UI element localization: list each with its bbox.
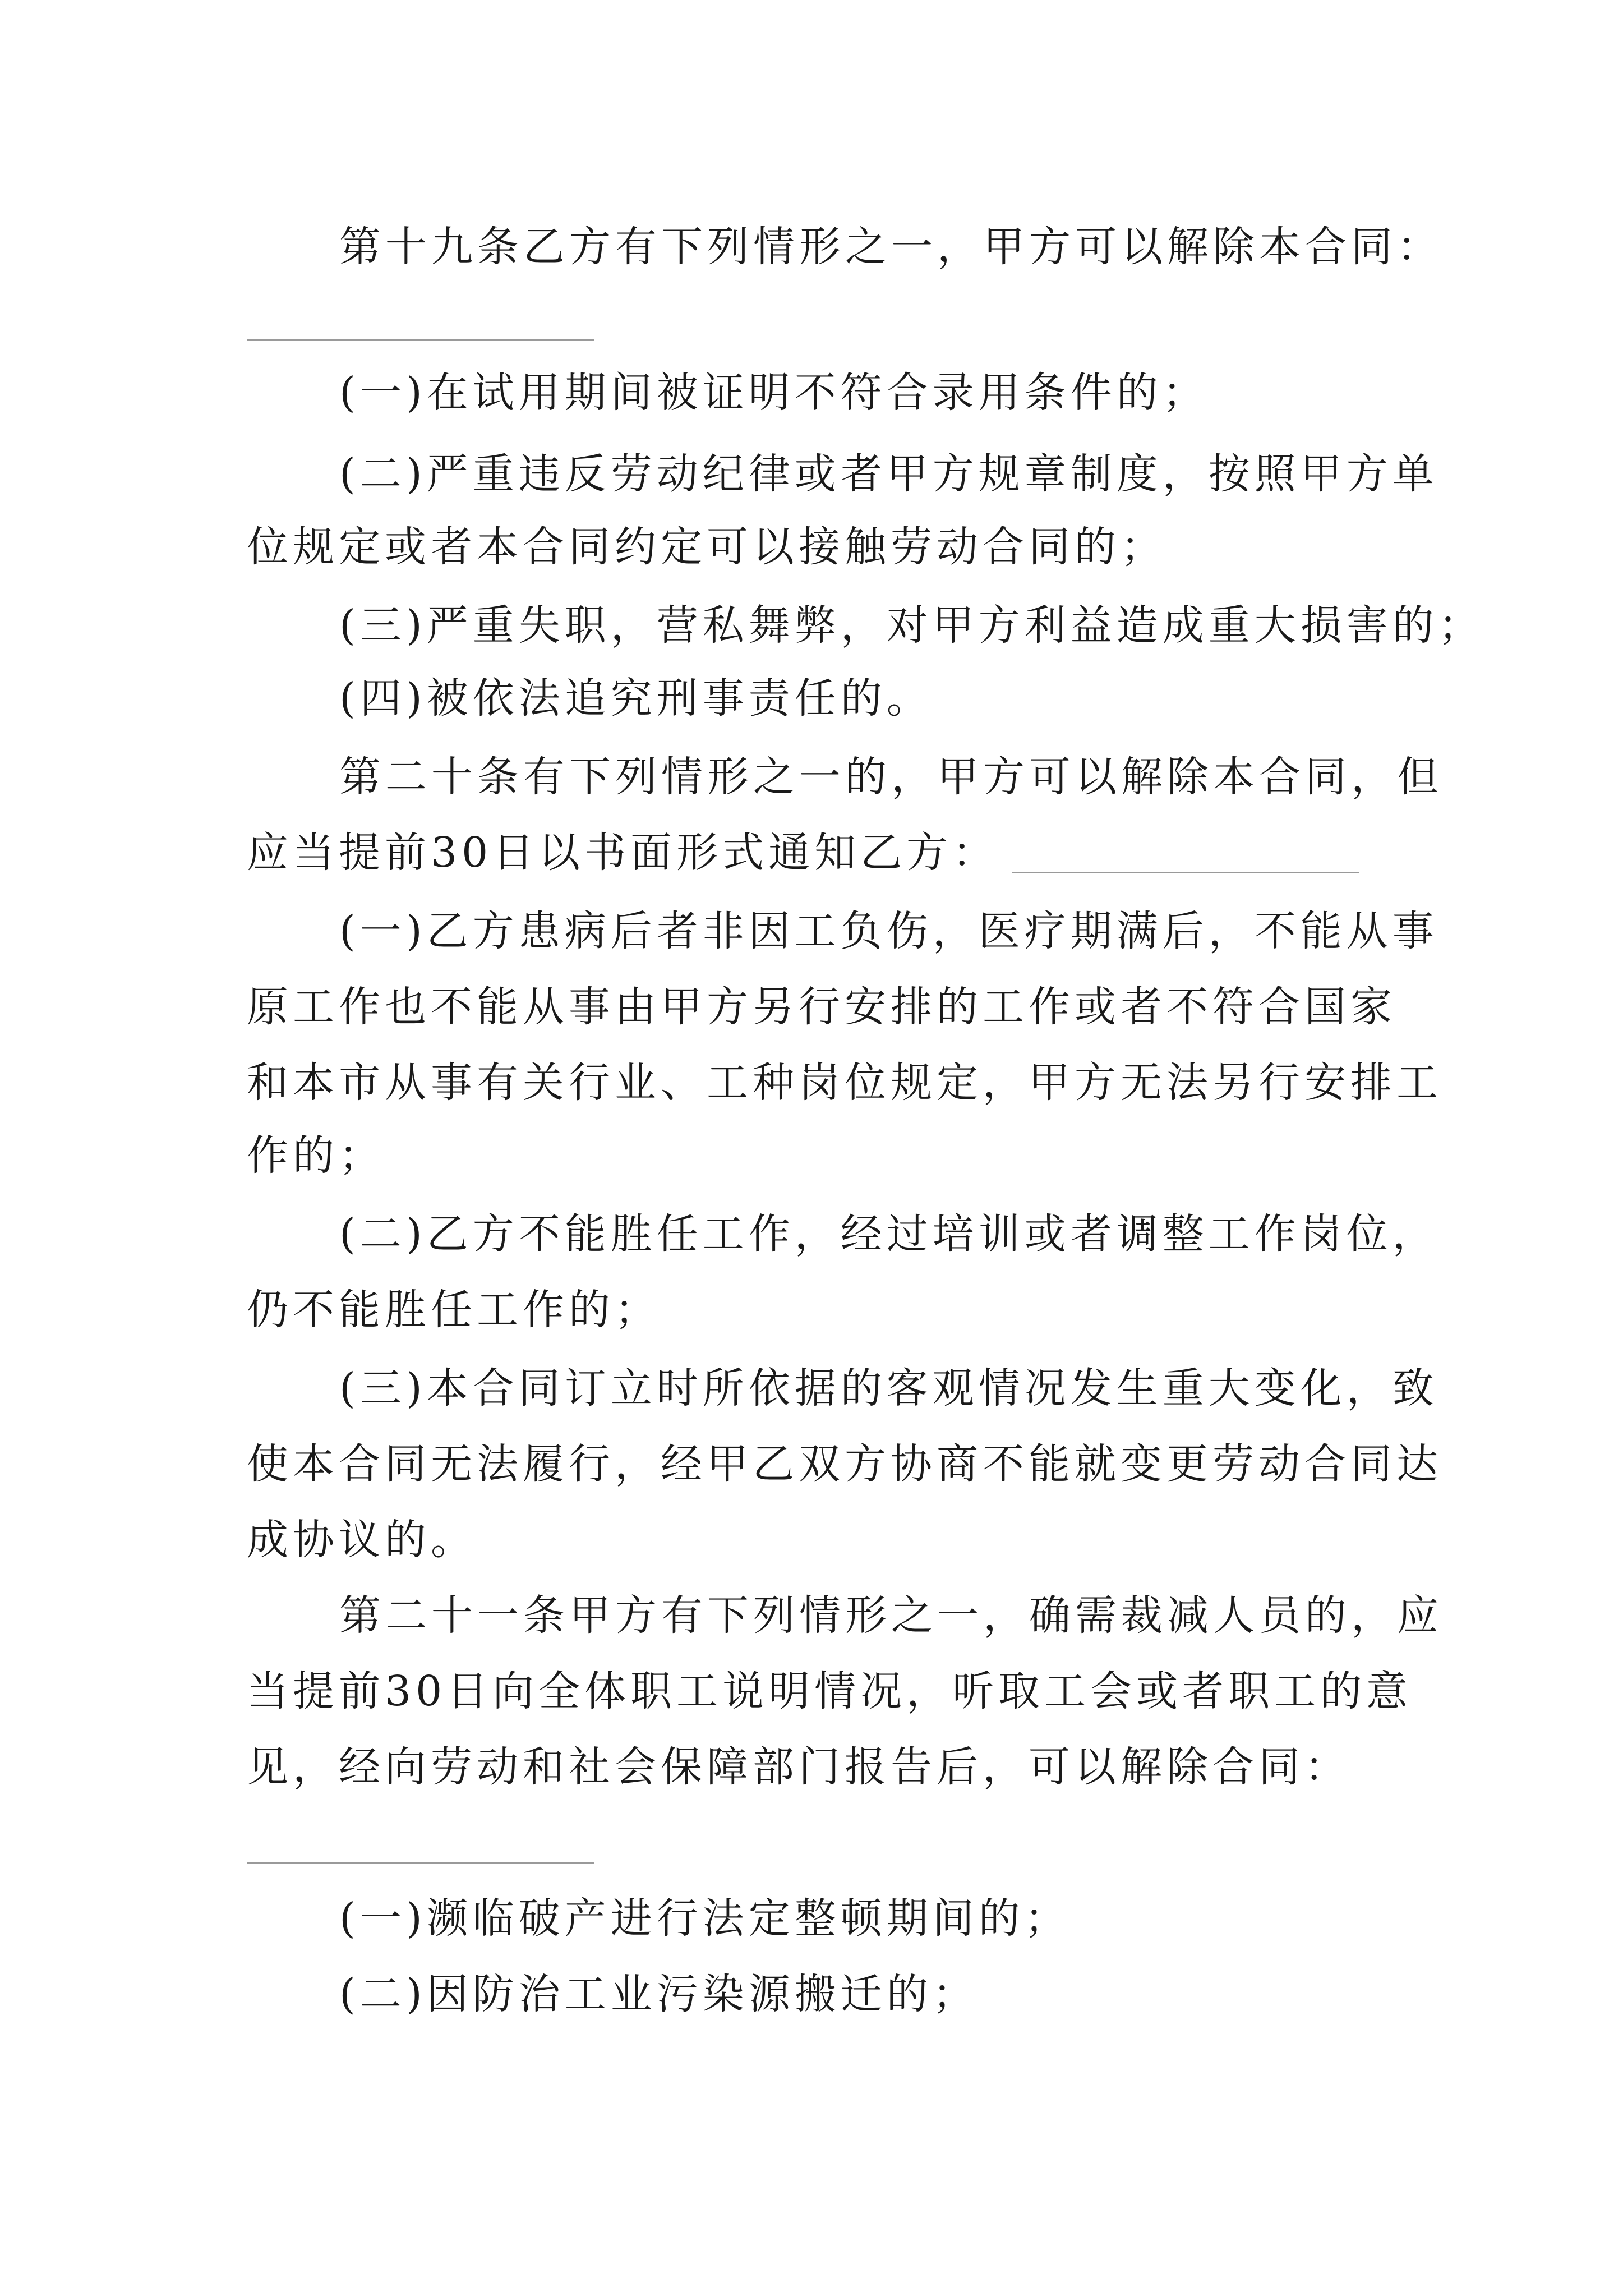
blank-underline bbox=[1012, 872, 1359, 873]
article-19-item-4: (四)被依法追究刑事责任的。 bbox=[339, 674, 933, 723]
article-21-item-2: (二)因防治工业污染源搬迁的； bbox=[339, 1970, 979, 2018]
article-21-heading-line-3: 见，经向劳动和社会保障部门报告后，可以解除合同： bbox=[247, 1743, 1350, 1791]
article-20-item-3-line-2: 使本合同无法履行，经甲乙双方协商不能就变更劳动合同达 bbox=[247, 1440, 1442, 1488]
blank-underline bbox=[247, 1862, 594, 1864]
article-20-item-1-line-1: (一)乙方患病后者非因工负伤，医疗期满后，不能从事 bbox=[339, 907, 1438, 955]
article-19-item-2-line-2: 位规定或者本合同约定可以接触劳动合同的； bbox=[247, 523, 1166, 571]
article-21-heading-line-2: 当提前30日向全体职工说明情况，听取工会或者职工的意 bbox=[247, 1667, 1413, 1715]
article-21-item-1: (一)濒临破产进行法定整顿期间的； bbox=[339, 1894, 1071, 1943]
article-19-item-2-line-1: (二)严重违反劳动纪律或者甲方规章制度，按照甲方单 bbox=[339, 450, 1438, 498]
article-19-heading: 第十九条乙方有下列情形之一，甲方可以解除本合同： bbox=[339, 223, 1443, 271]
article-20-item-3-line-1: (三)本合同订立时所依据的客观情况发生重大变化，致 bbox=[339, 1364, 1438, 1412]
article-20-heading-line-2 bbox=[247, 825, 1359, 881]
article-20-item-3-line-3: 成协议的。 bbox=[247, 1516, 477, 1564]
article-20-heading-line-1: 第二十条有下列情形之一的，甲方可以解除本合同，但 bbox=[339, 753, 1443, 801]
article-20-item-1-line-4: 作的； bbox=[247, 1131, 385, 1180]
article-19-item-1: (一)在试用期间被证明不符合录用条件的； bbox=[339, 369, 1209, 417]
article-19-item-3: (三)严重失职，营私舞弊，对甲方利益造成重大损害的； bbox=[339, 601, 1484, 650]
article-20-item-2-line-2: 仍不能胜任工作的； bbox=[247, 1286, 661, 1334]
article-20-item-1-line-3: 和本市从事有关行业、工种岗位规定，甲方无法另行安排工 bbox=[247, 1059, 1442, 1107]
article-21-heading-line-1: 第二十一条甲方有下列情形之一，确需裁减人员的，应 bbox=[339, 1591, 1443, 1640]
article-20-item-1-line-2: 原工作也不能从事由甲方另行安排的工作或者不符合国家 bbox=[247, 983, 1396, 1031]
article-20-item-2-line-1: (二)乙方不能胜任工作，经过培训或者调整工作岗位， bbox=[339, 1210, 1438, 1258]
article-20-heading-text: 应当提前30日以书面形式通知乙方： bbox=[247, 829, 999, 877]
blank-underline bbox=[247, 339, 594, 341]
